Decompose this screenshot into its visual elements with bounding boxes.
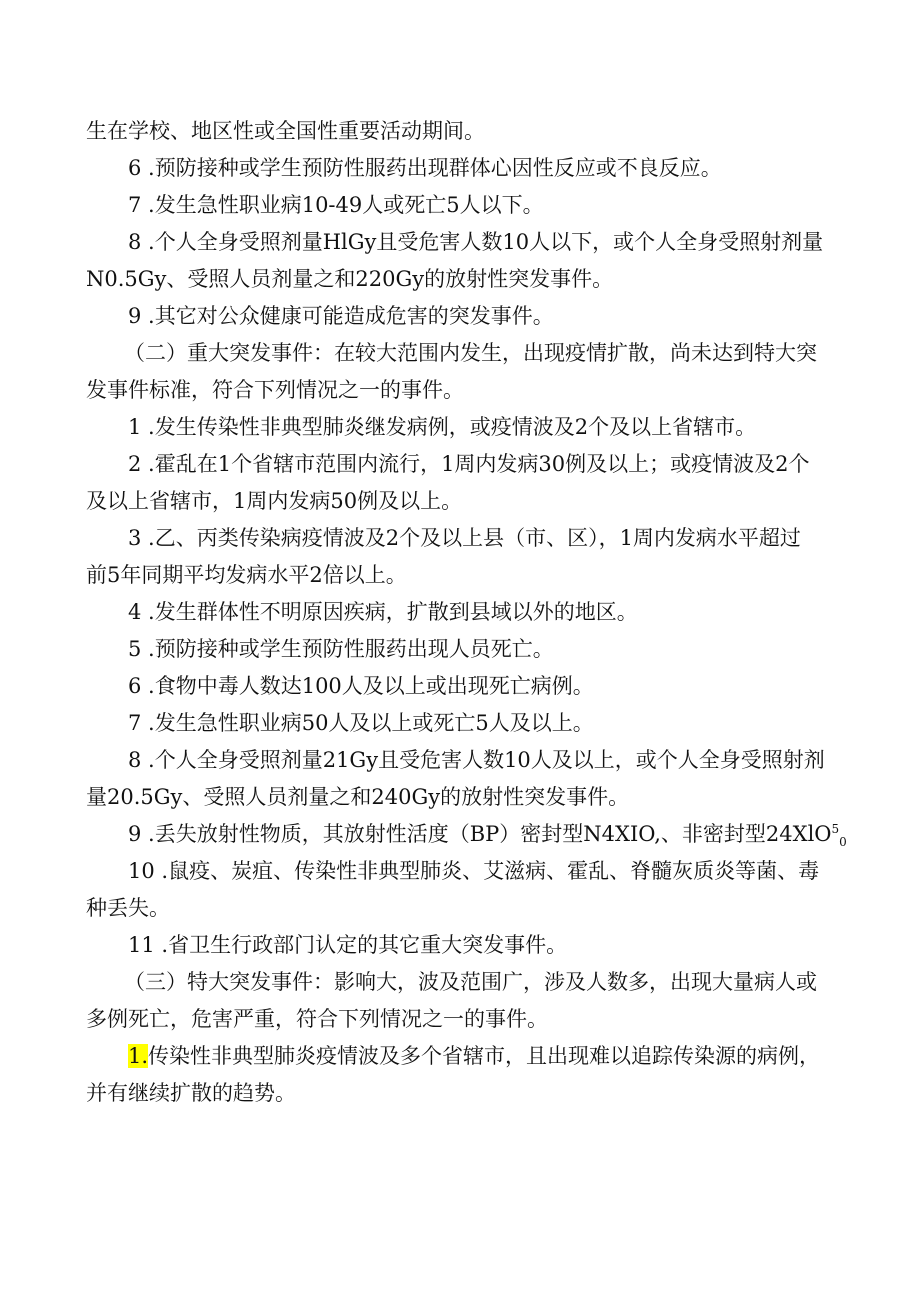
list-item: 1 .发生传染性非典型肺炎继发病例，或疫情波及2个及以上省辖市。 [128, 415, 757, 439]
text-line: 种丢失。 [86, 896, 170, 920]
text-line: 前5年同期平均发病水平2倍以上。 [86, 563, 407, 587]
text-line: 多例死亡，危害严重，符合下列情况之一的事件。 [86, 1007, 548, 1031]
text-line: 生在学校、地区性或全国性重要活动期间。 [86, 119, 485, 143]
list-item-text: 9 .丢失放射性物质，其放射性活度（BP）密封型N4XIO,、非密封型24XlO [128, 822, 832, 846]
text-line: 及以上省辖市，1周内发病50例及以上。 [86, 489, 463, 513]
section-heading: （三）特大突发事件：影响大，波及范围广，涉及人数多，出现大量病人或 [124, 970, 817, 994]
document-body [86, 113, 847, 1112]
list-item: 7 .发生急性职业病50人及以上或死亡5人及以上。 [128, 711, 594, 735]
subscript-text: 0 [839, 835, 847, 850]
superscript-text: 5 [831, 822, 840, 836]
list-item: 11 .省卫生行政部门认定的其它重大突发事件。 [128, 933, 568, 957]
list-item: 6 .预防接种或学生预防性服药出现群体心因性反应或不良反应。 [128, 156, 722, 180]
list-item: 10 .鼠疫、炭疽、传染性非典型肺炎、艾滋病、霍乱、脊髓灰质炎等菌、毒 [128, 859, 820, 883]
list-item: 9 .其它对公众健康可能造成危害的突发事件。 [128, 304, 554, 328]
list-item: 8 .个人全身受照剂量HlGy且受危害人数10人以下，或个人全身受照射剂量 [128, 230, 824, 254]
list-item: 8 .个人全身受照剂量21Gy且受危害人数10人及以上，或个人全身受照射剂 [128, 748, 825, 772]
list-item [86, 1038, 844, 1075]
list-item [86, 816, 847, 853]
list-item: 6 .食物中毒人数达100人及以上或出现死亡病例。 [128, 674, 594, 698]
list-item: 5 .预防接种或学生预防性服药出现人员死亡。 [128, 637, 554, 661]
text-line: N0.5Gy、受照人员剂量之和220Gy的放射性突发事件。 [86, 267, 614, 291]
text-line: 量20.5Gy、受照人员剂量之和240Gy的放射性突发事件。 [86, 785, 630, 809]
list-item: 4 .发生群体性不明原因疾病，扩散到县域以外的地区。 [128, 600, 638, 624]
list-item: 7 .发生急性职业病10-49人或死亡5人以下。 [128, 193, 544, 217]
text-line: 并有继续扩散的趋势。 [86, 1081, 296, 1105]
list-item: 2 .霍乱在1个省辖市范围内流行，1周内发病30例及以上；或疫情波及2个 [128, 452, 810, 476]
section-heading: （二）重大突发事件：在较大范围内发生，出现疫情扩散，尚未达到特大突 [124, 341, 817, 365]
highlighted-number: 1. [128, 1044, 149, 1068]
text-line: 发事件标准，符合下列情况之一的事件。 [86, 378, 464, 402]
list-item: 3 .乙、丙类传染病疫情波及2个及以上县（市、区），1周内发病水平超过 [128, 526, 801, 550]
list-item-text: 传染性非典型肺炎疫情波及多个省辖市，且出现难以追踪传染源的病例， [148, 1044, 821, 1068]
